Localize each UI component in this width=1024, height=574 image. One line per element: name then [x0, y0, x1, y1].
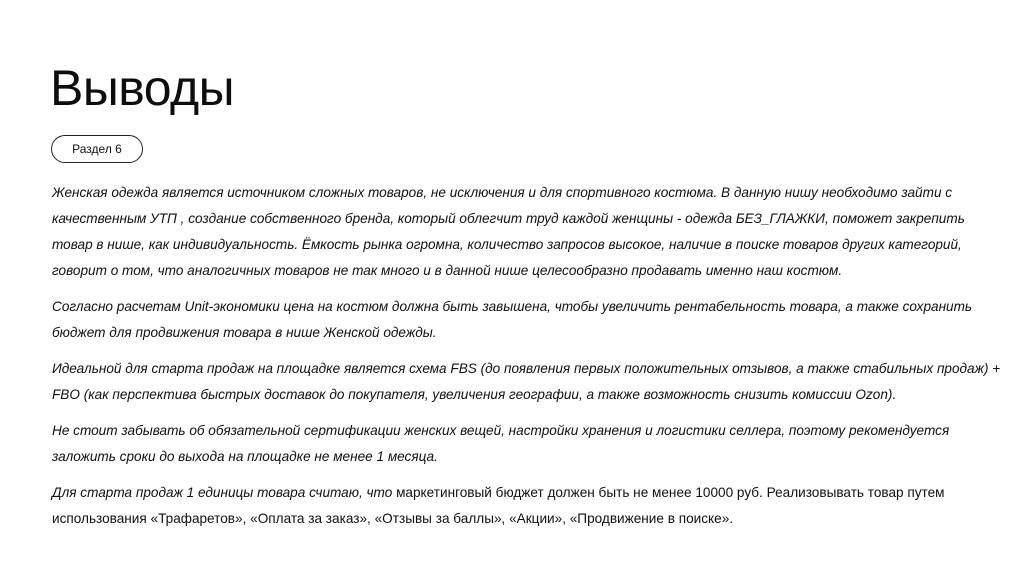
slide-title: Выводы [50, 60, 235, 116]
paragraph-2-italic: Согласно расчетам Unit-экономики цена на костюм должна быть завышена, чтобы увеличить рентабельность товара, а также сохранить бюджет для продвижения товара в нише Женской одежды. [52, 299, 973, 340]
paragraph-5-normal: маркетинговый бюджет должен быть не менее 10000 руб. Реализовывать товар путем использования «Трафаретов», «Оплата за заказ», «Отзывы за баллы», «Акции», «Продвижение в поиске». [52, 485, 945, 526]
conclusions-body [52, 180, 1002, 542]
paragraph-3 [52, 356, 1002, 408]
paragraph-4-italic: Не стоит забывать об обязательной сертификации женских вещей, настройки хранения и логистики селлера, поэтому рекомендуется заложить сроки до выхода на площадке не менее 1 месяца. [52, 423, 950, 464]
paragraph-4 [52, 418, 1002, 470]
paragraph-2 [52, 294, 1002, 346]
section-badge [51, 135, 143, 163]
section-badge-label: Раздел 6 [72, 142, 122, 156]
paragraph-3-italic: Идеальной для старта продаж на площадке является схема FBS (до появления первых положительных отзывов, а также стабильных продаж) + FBO (как перспектива быстрых доставок до покупателя, увеличения географии, а также возможность снизить комиссии Ozon). [52, 361, 1001, 402]
paragraph-5 [52, 480, 1002, 532]
paragraph-5-italic: Для старта продаж 1 единицы товара считаю, что [52, 485, 397, 500]
paragraph-1 [52, 180, 1002, 284]
paragraph-1-italic: Женская одежда является источником сложных товаров, не исключения и для спортивного костюма. В данную нишу необходимо зайти с качественным УТП , создание собственного бренда, который облегчит труд каждой женщины - одежда БЕЗ_ГЛАЖКИ, поможет закрепить товар в нише, как индивидуальность. Ёмкость рынка огромна, количество запросов высокое, наличие в поиске товаров других категорий, говорит о том, что аналогичных товаров не так много и в данной нише целесообразно продавать именно наш костюм. [52, 185, 965, 278]
